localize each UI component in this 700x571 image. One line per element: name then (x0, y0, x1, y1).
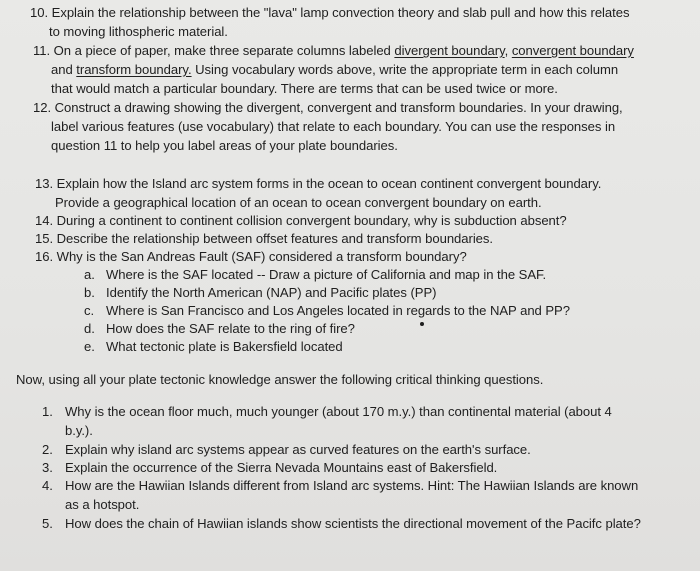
item-text: How does the chain of Hawiian islands show scientists the directional movement of the Pacifc plate? (65, 516, 641, 531)
question-10-line2: to moving lithospheric material. (49, 24, 228, 39)
item-label: 4. (42, 478, 53, 493)
sub-label: b. (84, 285, 95, 300)
question-14: 14. During a continent to continent collision convergent boundary, why is subduction absent? (35, 213, 567, 228)
term-convergent-boundary: convergent boundary (511, 43, 634, 58)
question-13-line1: 13. Explain how the Island arc system forms in the ocean to ocean continent convergent boundary. (35, 176, 602, 191)
question-11-line2 (51, 62, 618, 78)
sub-text: How does the SAF relate to the ring of fire? (106, 321, 355, 336)
item-label: 3. (42, 460, 53, 475)
sub-label: d. (84, 321, 95, 336)
sub-text: Where is the SAF located -- Draw a picture of California and map in the SAF. (106, 267, 547, 282)
item-label: 1. (42, 404, 53, 419)
question-16-sub-b (84, 285, 436, 301)
critical-question-3 (42, 460, 497, 476)
question-11-line1 (33, 43, 634, 59)
critical-question-5 (42, 516, 641, 532)
question-13-line2: Provide a geographical location of an ocean to ocean convergent boundary on earth. (55, 195, 542, 210)
question-12-line1: 12. Construct a drawing showing the divergent, convergent and transform boundaries. In your drawing, (33, 100, 623, 115)
question-11-text-2: and (51, 62, 77, 77)
item-label: 5. (42, 516, 53, 531)
question-16: 16. Why is the San Andreas Fault (SAF) considered a transform boundary? (35, 249, 467, 264)
term-separator: , (504, 43, 512, 58)
item-text: Explain the occurrence of the Sierra Nevada Mountains east of Bakersfield. (65, 460, 498, 475)
item-text: How are the Hawiian Islands different from Island arc systems. Hint: The Hawiian Islands are known (65, 478, 639, 493)
question-16-sub-e (84, 339, 343, 355)
question-12-line2: label various features (use vocabulary) that relate to each boundary. You can use the responses in (51, 119, 616, 134)
question-11-text-3: Using vocabulary words above, write the appropriate term in each column (191, 62, 619, 77)
question-11-text: 11. On a piece of paper, make three separate columns labeled (33, 43, 395, 58)
term-transform-boundary: transform boundary. (76, 62, 192, 77)
sub-label: c. (84, 303, 95, 318)
question-16-sub-d (84, 321, 355, 337)
critical-question-4-line2: as a hotspot. (65, 497, 140, 512)
term-divergent-boundary: divergent boundary (394, 43, 505, 58)
item-text: Why is the ocean floor much, much younger (about 170 m.y.) than continental material (about 4 (65, 404, 612, 419)
question-11-line3: that would match a particular boundary. There are terms that can be used twice or more. (51, 81, 558, 96)
sub-text: What tectonic plate is Bakersfield located (106, 339, 343, 354)
question-15: 15. Describe the relationship between offset features and transform boundaries. (35, 231, 494, 246)
question-10-line1: 10. Explain the relationship between the "lava" lamp convection theory and slab pull and how this relates (30, 5, 630, 20)
sub-label: a. (84, 267, 95, 282)
sub-text: Where is San Francisco and Los Angeles located in regards to the NAP and PP? (106, 303, 570, 318)
stray-mark (420, 322, 424, 326)
question-16-sub-a (84, 267, 546, 283)
item-label: 2. (42, 442, 53, 457)
critical-question-2 (42, 442, 531, 458)
critical-question-1-line1 (42, 404, 612, 420)
critical-question-1-line2: b.y.). (65, 423, 93, 438)
item-text: Explain why island arc systems appear as curved features on the earth's surface. (65, 442, 531, 457)
question-12-line3: question 11 to help you label areas of your plate boundaries. (51, 138, 398, 153)
critical-thinking-intro: Now, using all your plate tectonic knowledge answer the following critical thinking questions. (16, 372, 544, 387)
sub-label: e. (84, 339, 95, 354)
critical-question-4-line1 (42, 478, 638, 494)
sub-text: Identify the North American (NAP) and Pacific plates (PP) (106, 285, 437, 300)
question-16-sub-c (84, 303, 570, 319)
